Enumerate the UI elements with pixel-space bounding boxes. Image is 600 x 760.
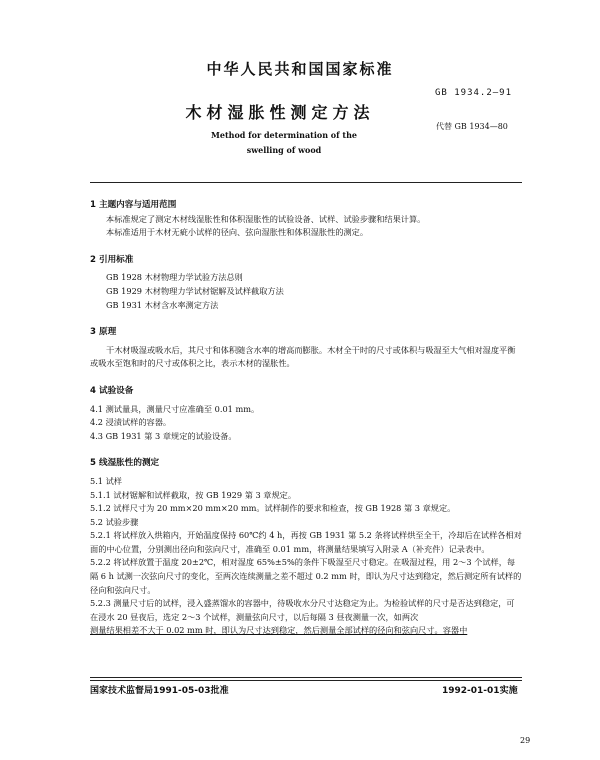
- document-title: 木材湿胀性测定方法: [185, 103, 375, 122]
- section-1-paragraph-2: 本标准适用于木材无疵小试样的径向、弦向湿胀性和体积湿胀性的测定。: [106, 227, 369, 238]
- section-1-paragraph-1: 本标准规定了测定木材线湿胀性和体积湿胀性的试验设备、试样、试验步骤和结果计算。: [106, 213, 426, 224]
- clause-5-2-2: 5.2.2 将试样放置于温度 20±2℃，相对湿度 65%±5%的条件下吸湿至尺寸稳定。在吸湿过程，用 2～3 个试样，每隔 6 h 试测一次弦向尺寸的变化，至两次连续测量之差不超过 0.2 mm 时，即认为尺寸达到稳定，然后测定所有试样的径向和弦向尺寸。: [90, 557, 522, 595]
- clause-5-1: 5.1 试样: [90, 475, 122, 486]
- clause-5-2-1: 5.2.1 将试样放入烘箱内，开始温度保持 60℃约 4 h，再按 GB 1931 第 5.2 条将试样烘至全干，冷却后在试样各相对面的中心位置，分别测出径向和弦向尺寸，准确至 0.01 mm，将测量结果填写入附录 A（补充件）记录表中。: [90, 530, 522, 554]
- section-2-heading: 2 引用标准: [90, 254, 134, 265]
- footer-divider-2: [90, 680, 522, 681]
- english-title: [0, 128, 568, 158]
- reference-item: GB 1931 木材含水率测定方法: [106, 299, 219, 310]
- clause-5-1-2: 5.1.2 试样尺寸为 20 mm×20 mm×20 mm。试样制作的要求和检查，按 GB 1928 第 3 章规定。: [90, 503, 456, 514]
- english-title-line-1: Method for determination of the: [211, 130, 357, 140]
- clause-5-1-1: 5.1.1 试材锯解和试样截取，按 GB 1929 第 3 章规定。: [90, 489, 297, 500]
- equipment-item: 4.2 浸渍试样的容器。: [90, 417, 172, 428]
- section-3-heading: 3 原理: [90, 327, 117, 338]
- section-5-heading: 5 线湿胀性的测定: [90, 458, 160, 469]
- implementation-date: 1992-01-01实施: [442, 686, 518, 696]
- clause-5-2-3: 5.2.3 测量尺寸后的试样，浸入盛蒸馏水的容器中，待吸收水分尺寸达稳定为止。为检验试样的尺寸是否达到稳定，可在浸水 20 昼夜后，选定 2～3 个试样，测量弦向尺寸，以后每隔 3 昼夜测量一次，如两次: [90, 598, 515, 622]
- approval-note: 国家技术监督局1991-05-03批准: [90, 686, 229, 696]
- clause-5-2: 5.2 试验步骤: [90, 516, 139, 527]
- reference-item: GB 1928 木材物理力学试验方法总则: [106, 272, 243, 283]
- section-4-heading: 4 试验设备: [90, 385, 134, 396]
- section-3-paragraph: 干木材吸湿或吸水后，其尺寸和体积随含水率的增高而膨胀。木材全干时的尺寸或体积与吸湿至大气相对湿度平衡或吸水至饱和时的尺寸或体积之比，表示木材的湿胀性。: [90, 344, 516, 369]
- document-body: [90, 199, 522, 638]
- equipment-item: 4.1 测试量具，测量尺寸应准确至 0.01 mm。: [90, 403, 260, 414]
- clause-5-2-3-continued: 测量结果相差不大于 0.02 mm 时，即认为尺寸达到稳定，然后测量全部试样的径向和弦向尺寸。容器中: [90, 625, 468, 636]
- footer-divider: [90, 677, 522, 678]
- header-divider: [90, 182, 522, 183]
- standard-title: 中华人民共和国国家标准: [206, 60, 394, 78]
- replaces-note: 代替 GB 1934—80: [436, 122, 508, 131]
- equipment-item: 4.3 GB 1931 第 3 章规定的试验设备。: [90, 430, 237, 441]
- english-title-line-2: swelling of wood: [246, 145, 322, 155]
- section-1-heading: 1 主题内容与适用范围: [90, 200, 177, 210]
- reference-item: GB 1929 木材物理力学试材锯解及试样截取方法: [106, 285, 284, 296]
- standard-number: GB 1934.2—91: [435, 88, 513, 98]
- page-number: 29: [520, 736, 531, 745]
